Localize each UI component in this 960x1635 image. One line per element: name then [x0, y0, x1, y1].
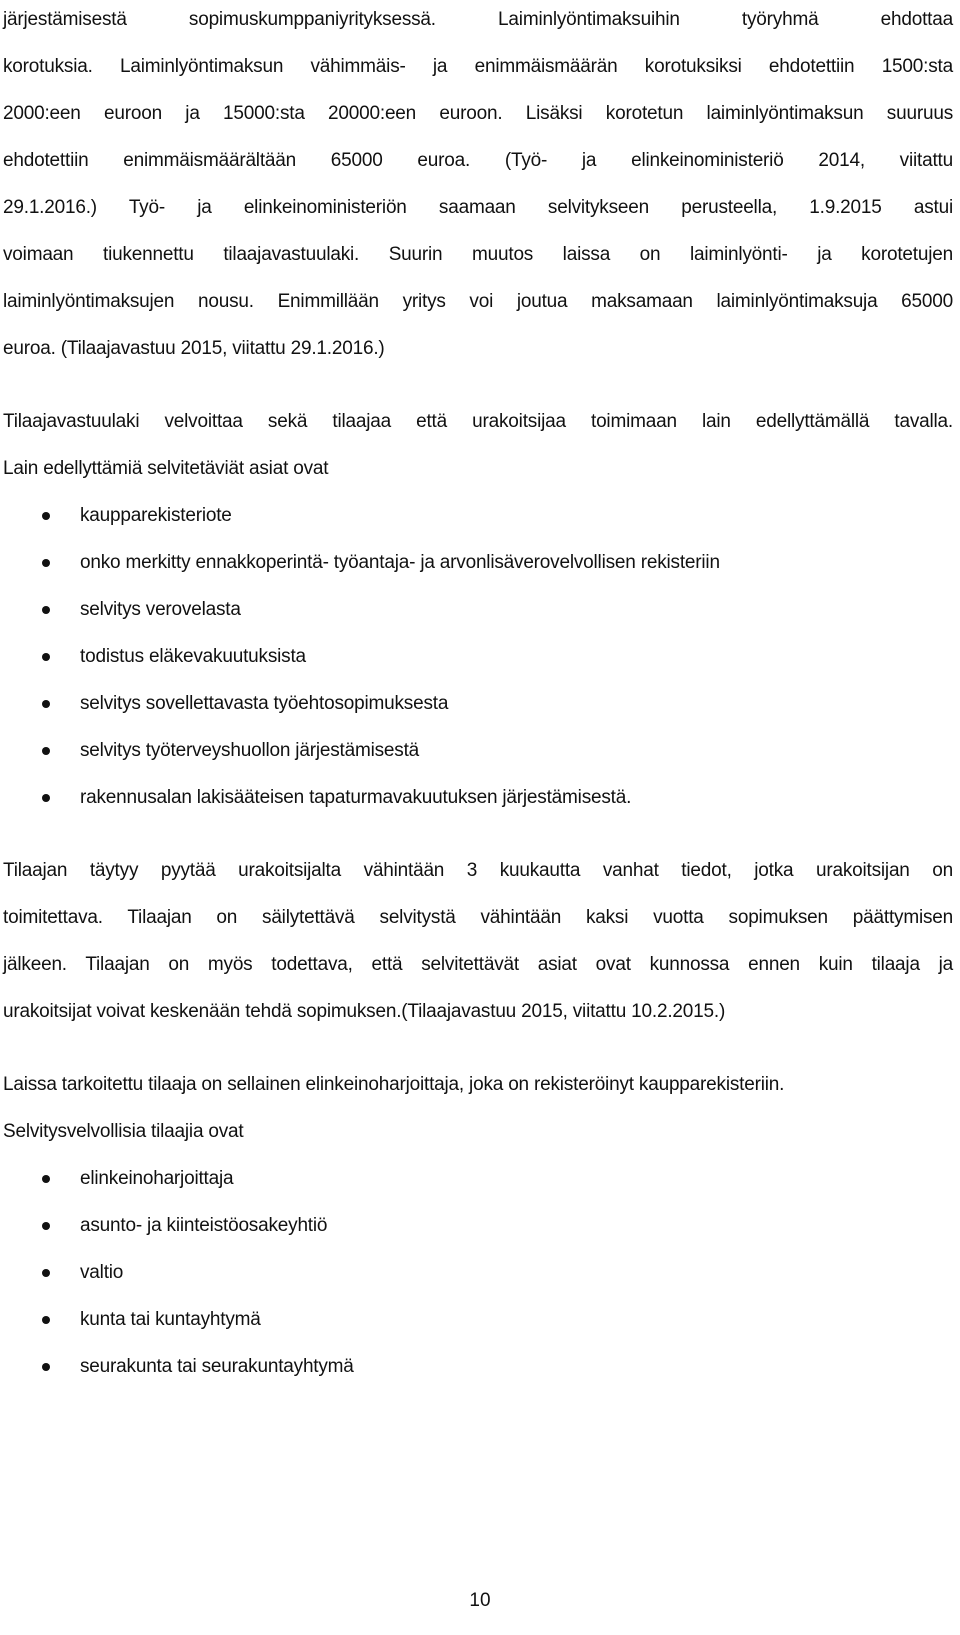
list-intro-selvitettavat: Lain edellyttämiä selvitetäviät asiat ovat — [3, 458, 329, 479]
bullet-icon — [42, 794, 50, 802]
paragraph-tilaaja-maaritelma: Laissa tarkoitettu tilaaja on sellainen elinkeinoharjoittaja, joka on rekisteröinyt kaupparekisteriin. — [3, 1074, 785, 1095]
list-item: onko merkitty ennakkoperintä- työantaja- ja arvonlisäverovelvollisen rekisteriin — [3, 539, 953, 586]
bullet-icon — [42, 1269, 50, 1277]
text-line: ehdotettiin enimmäismäärältään 65000 euroa. (Työ- ja elinkeinoministeriö 2014, viitattu — [3, 150, 953, 171]
text-line: Tilaajan täytyy pyytää urakoitsijalta vähintään 3 kuukautta vanhat tiedot, jotka urakoitsijan on — [3, 860, 953, 881]
list-item: todistus eläkevakuutuksista — [3, 633, 953, 680]
list-item: kaupparekisteriote — [3, 492, 953, 539]
text-line: toimitettava. Tilaajan on säilytettävä selvitystä vähintään kaksi vuotta sopimuksen päättymisen — [3, 907, 953, 928]
bullet-icon — [42, 1175, 50, 1183]
text-line: 29.1.2016.) Työ- ja elinkeinoministeriön saamaan selvitykseen perusteella, 1.9.2015 astui — [3, 197, 953, 218]
bullet-icon — [42, 747, 50, 755]
bullet-icon — [42, 512, 50, 520]
text-line: urakoitsijat voivat keskenään tehdä sopimuksen.(Tilaajavastuu 2015, viitattu 10.2.2015.) — [3, 1001, 726, 1022]
list-item: selvitys verovelasta — [3, 586, 953, 633]
list-item: selvitys työterveyshuollon järjestämisestä — [3, 727, 953, 774]
bullet-icon — [42, 1363, 50, 1371]
text-line: korotuksia. Laiminlyöntimaksun vähimmäis- ja enimmäismäärän korotuksiksi ehdotettiin 1500:sta — [3, 56, 953, 77]
bullet-icon — [42, 606, 50, 614]
list-item: elinkeinoharjoittaja — [3, 1155, 953, 1202]
list-item: asunto- ja kiinteistöosakeyhtiö — [3, 1202, 953, 1249]
bullet-icon — [42, 1222, 50, 1230]
text-line: voimaan tiukennettu tilaajavastuulaki. Suurin muutos laissa on laiminlyönti- ja korotetujen — [3, 244, 953, 265]
bullet-list-selvitettavat — [3, 492, 953, 821]
list-intro-selvitysvelvolliset: Selvitysvelvollisia tilaajia ovat — [3, 1121, 244, 1142]
list-item: selvitys sovellettavasta työehtosopimuksesta — [3, 680, 953, 727]
bullet-icon — [42, 700, 50, 708]
page-number: 10 — [469, 1590, 491, 1611]
list-item: rakennusalan lakisääteisen tapaturmavakuutuksen järjestämisestä. — [3, 774, 953, 821]
page-content — [3, 0, 953, 1390]
paragraph-tilaajan-velvollisuudet — [3, 847, 953, 1035]
list-item: seurakunta tai seurakuntayhtymä — [3, 1343, 953, 1390]
text-line: jälkeen. Tilaajan on myös todettava, että selvitettävät asiat ovat kunnossa ennen kuin tilaaja ja — [3, 954, 953, 975]
text-line: euroa. (Tilaajavastuu 2015, viitattu 29.1.2016.) — [3, 338, 385, 359]
bullet-list-selvitysvelvolliset — [3, 1155, 953, 1390]
bullet-icon — [42, 559, 50, 567]
text-line: 2000:een euroon ja 15000:sta 20000:een euroon. Lisäksi korotetun laiminlyöntimaksun suuruus — [3, 103, 953, 124]
text-line: laiminlyöntimaksujen nousu. Enimmillään yritys voi joutua maksamaan laiminlyöntimaksuja 65000 — [3, 291, 953, 312]
text-line: järjestämisestä sopimuskumppaniyrityksessä. Laiminlyöntimaksuihin työryhmä ehdottaa — [3, 9, 953, 30]
bullet-icon — [42, 1316, 50, 1324]
bullet-icon — [42, 653, 50, 661]
paragraph-tilaajavastuulaki: Tilaajavastuulaki velvoittaa sekä tilaajaa että urakoitsijaa toimimaan lain edellyttämällä tavalla. — [3, 411, 953, 432]
list-item: kunta tai kuntayhtymä — [3, 1296, 953, 1343]
paragraph-laiminlyontimaksut — [3, 0, 953, 372]
list-item: valtio — [3, 1249, 953, 1296]
